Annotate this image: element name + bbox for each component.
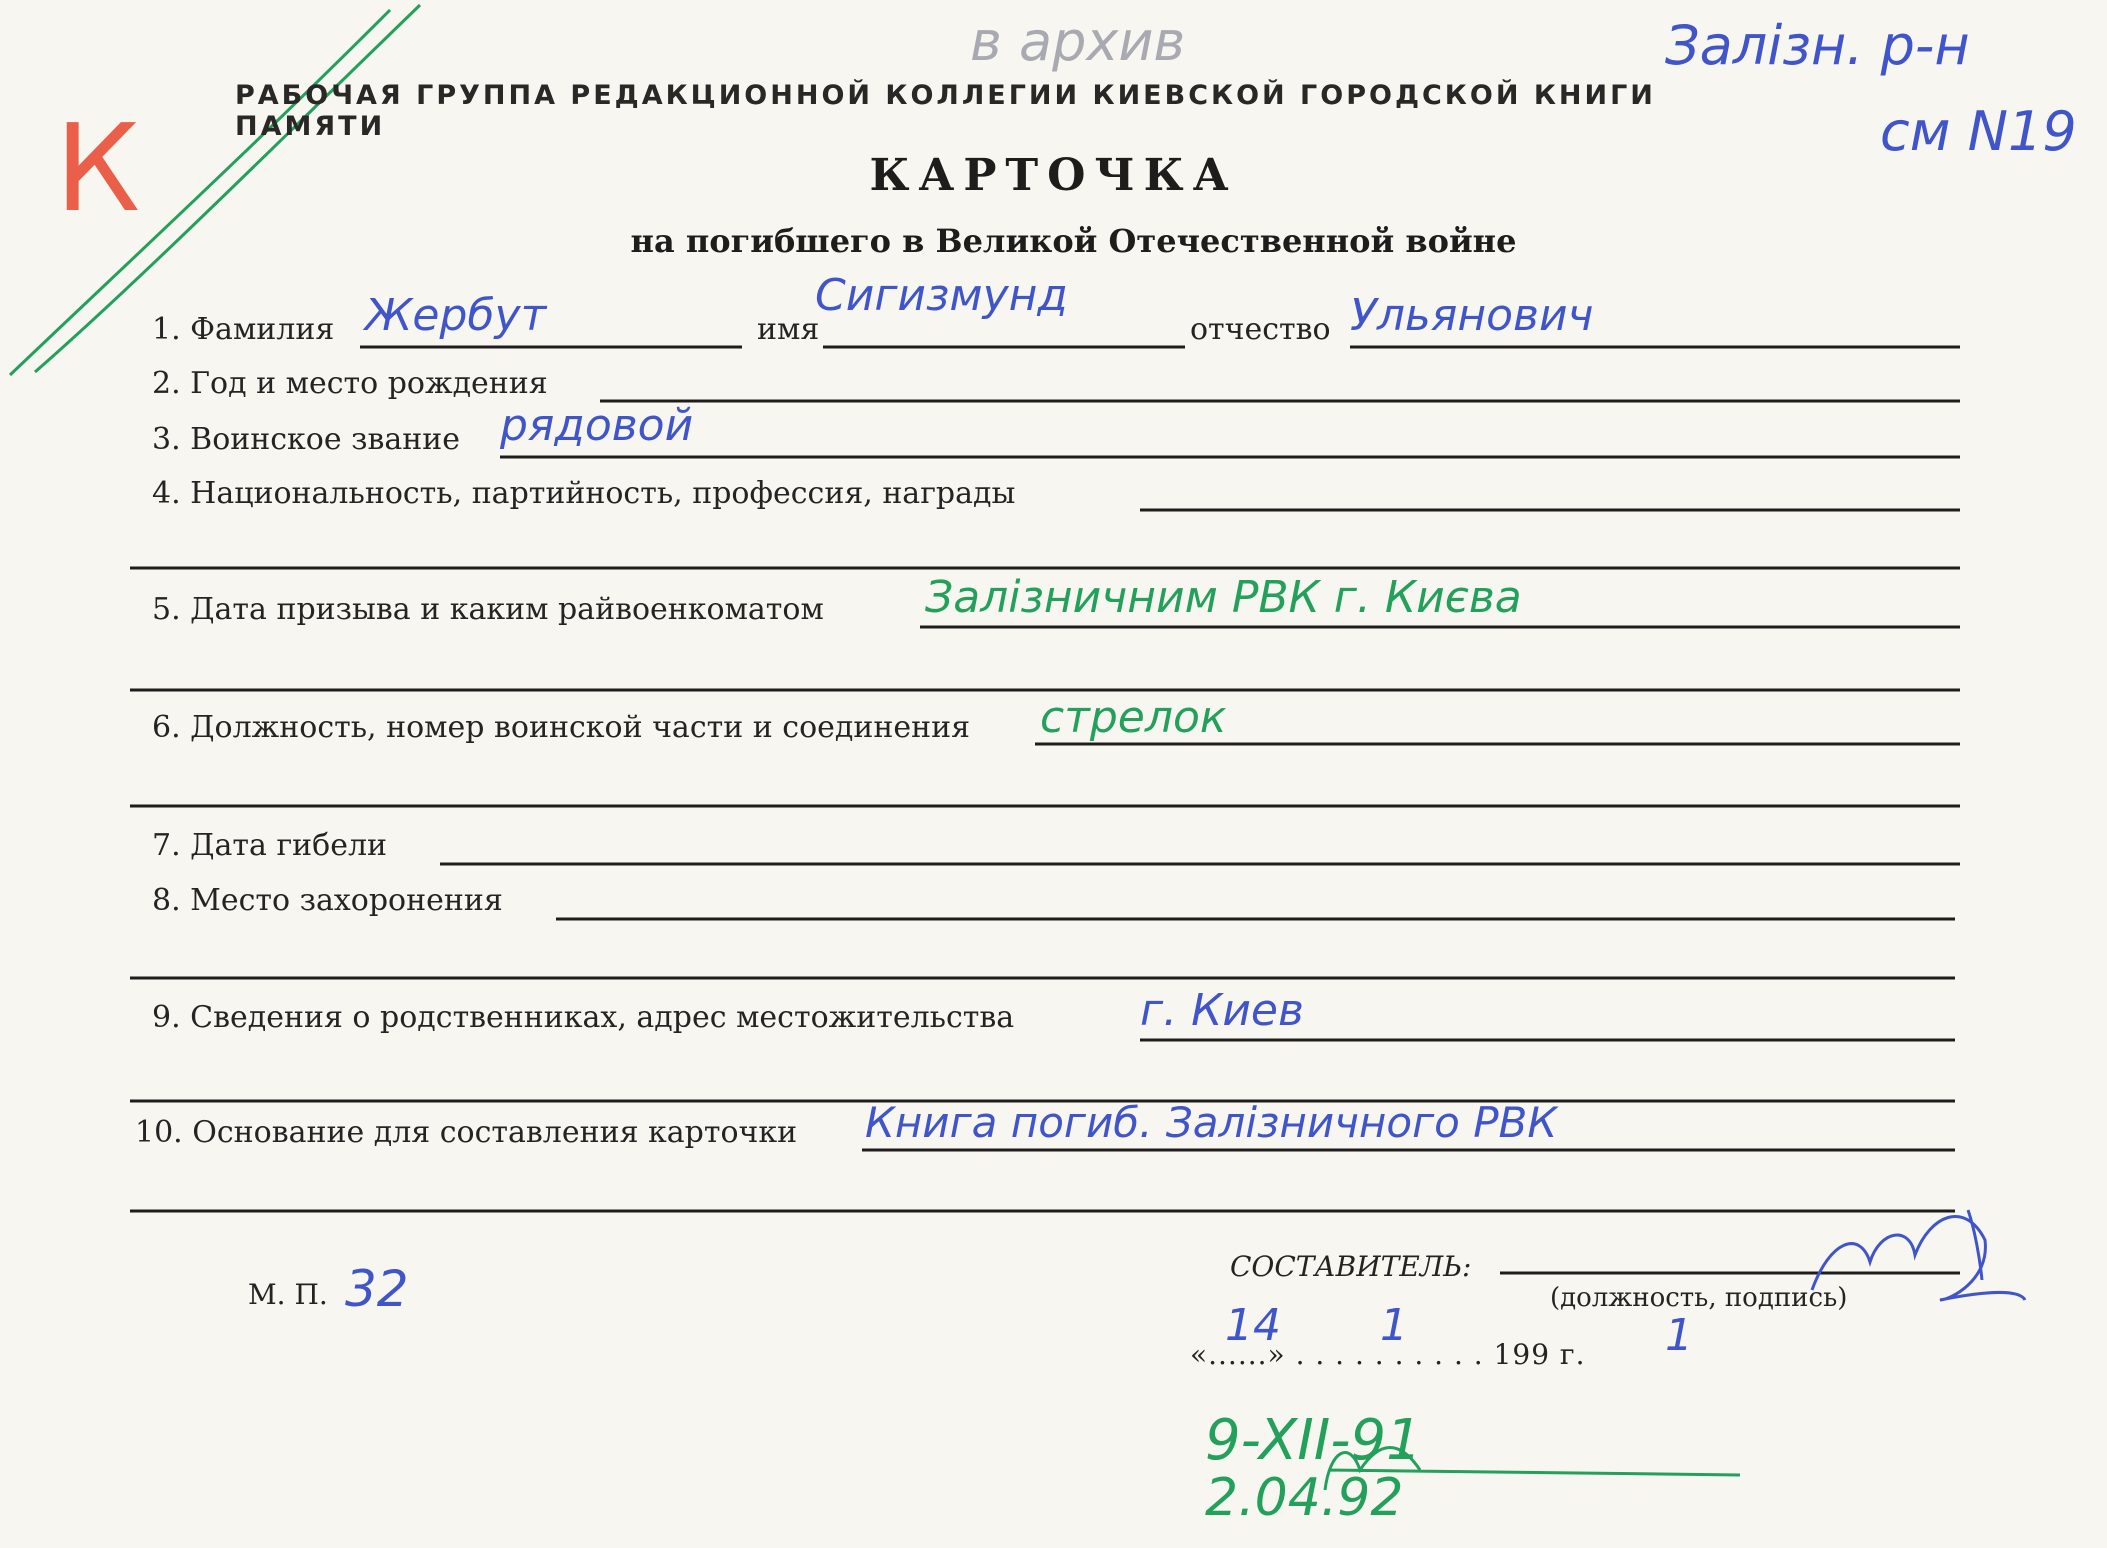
birth-label: 2. Год и место рождения	[152, 366, 548, 401]
green-date-1: 9-XII-91	[1205, 1408, 1422, 1473]
name-value: Сигизмунд	[815, 270, 1068, 321]
name-label: имя	[757, 312, 820, 347]
patronymic-label: отчество	[1190, 312, 1331, 347]
conscription-value: Залізничним РВК г. Києва	[925, 572, 1522, 623]
relatives-label: 9. Сведения о родственниках, адрес местожительства	[152, 1000, 1015, 1035]
surname-label: 1. Фамилия	[152, 312, 335, 347]
position-caption: (должность, подпись)	[1550, 1283, 1848, 1313]
date-template: «......» . . . . . . . . . . 199 г.	[1190, 1338, 1586, 1371]
signature-stroke	[1968, 1210, 1982, 1280]
nationality-label: 4. Национальность, партийность, профессия, награды	[152, 476, 1016, 511]
archive-note: в архив	[970, 10, 1186, 73]
patronymic-value: Ульянович	[1350, 290, 1594, 341]
rank-label: 3. Воинское звание	[152, 422, 461, 457]
district-note-line1: Залізн. р-н	[1665, 14, 1970, 77]
basis-value: Книга погиб. Залізничного РВК	[865, 1098, 1558, 1147]
card-subtitle: на погибшего в Великой Отечественной войне	[630, 222, 1517, 260]
date-day: 14	[1225, 1300, 1281, 1351]
position-value: стрелок	[1040, 692, 1227, 743]
burial-label: 8. Место захоронения	[152, 883, 503, 918]
position-label: 6. Должность, номер воинской части и соединения	[152, 710, 971, 745]
basis-label: 10. Основание для составления карточки	[135, 1115, 798, 1150]
relatives-value: г. Киев	[1140, 985, 1304, 1036]
card-title: КАРТОЧКА	[869, 150, 1238, 201]
death-date-label: 7. Дата гибели	[152, 828, 388, 863]
compiler-label: СОСТАВИТЕЛЬ:	[1230, 1250, 1472, 1283]
corner-mark: К	[55, 100, 141, 239]
organization-header: РАБОЧАЯ ГРУППА РЕДАКЦИОННОЙ КОЛЛЕГИИ КИЕВСКОЙ ГОРОДСКОЙ КНИГИ ПАМЯТИ	[235, 80, 1656, 142]
rank-value: рядовой	[500, 400, 694, 451]
mp-label: М. П.	[248, 1278, 328, 1311]
green-date-2: 2.04.92	[1205, 1468, 1404, 1528]
conscription-label: 5. Дата призыва и каким райвоенкоматом	[152, 592, 824, 627]
date-month: 1	[1380, 1300, 1408, 1351]
date-year-digit: 1	[1665, 1310, 1693, 1361]
mp-value: 32	[345, 1260, 409, 1318]
surname-value: Жербут	[365, 290, 547, 341]
district-note-line2: см N19	[1880, 100, 2077, 163]
